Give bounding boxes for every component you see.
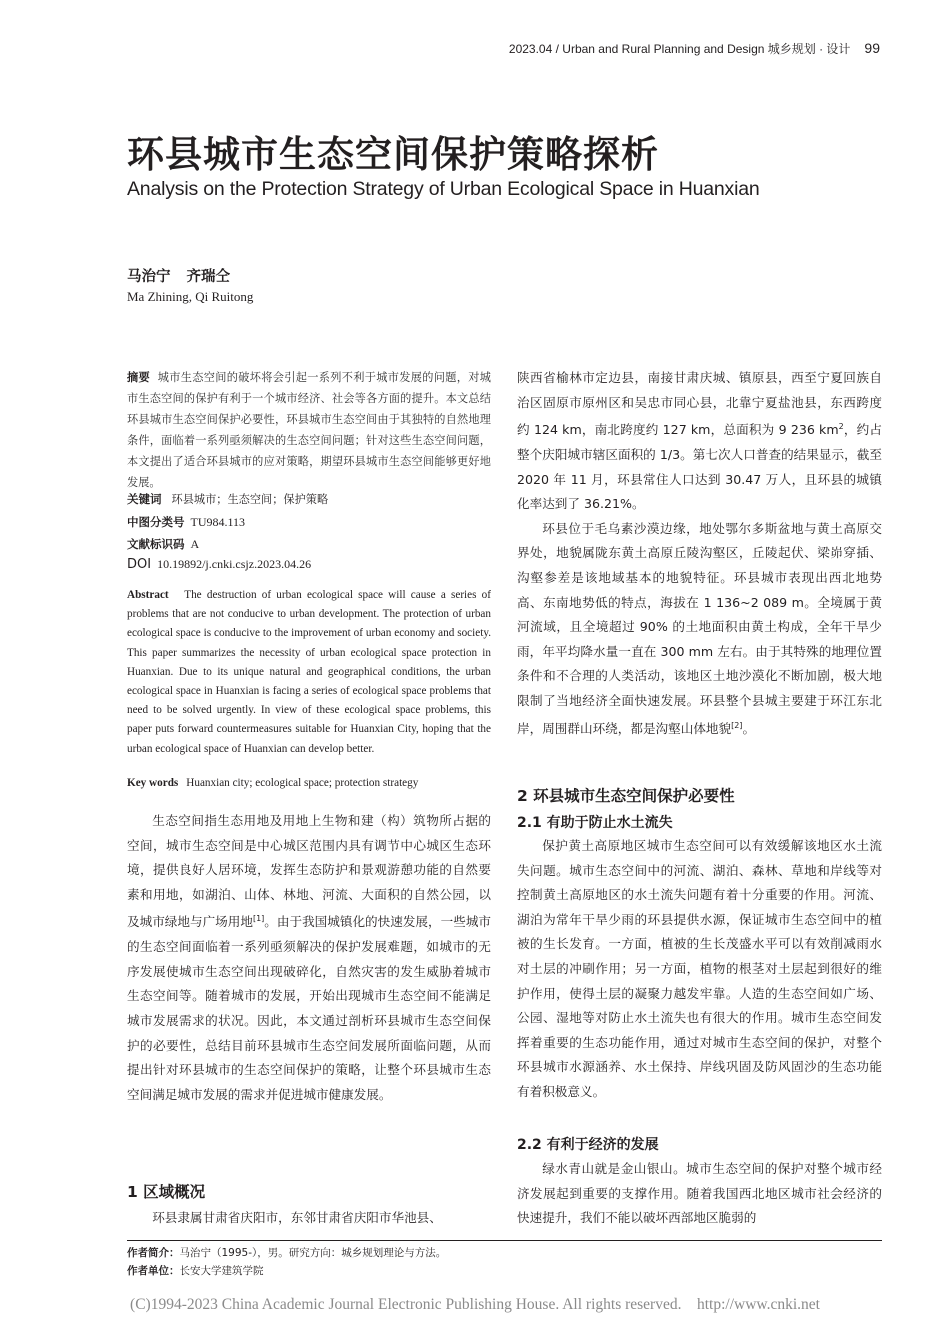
header-text: 2023.04 / Urban and Rural Planning and Design 城乡规划 · 设计 [508, 42, 851, 56]
authors-en: Ma Zhining, Qi Ruitong [127, 289, 254, 304]
page-subtitle-en: Analysis on the Protection Strategy of Urban Ecological Space in Huanxian [127, 178, 760, 200]
section-1-heading: 1 区域概况 [127, 1183, 206, 1201]
author-1: 马治宁 [127, 269, 171, 285]
section-2-2-body: 绿水青山就是金山银山。城市生态空间的保护对整个城市经济发展起到重要的支撑作用。随着我国西北地区城市社会经济的快速提升，我们不能以破坏西部地区脆弱的 [517, 1161, 882, 1226]
page-number: 99 [864, 40, 880, 56]
doi [127, 557, 491, 572]
section-2-heading: 2 环县城市生态空间保护必要性 [517, 787, 735, 805]
clc-value: TU984.113 [190, 515, 246, 529]
clc-number [127, 514, 491, 530]
doi-label: DOI [127, 557, 152, 572]
document-code [127, 536, 491, 552]
section-1-paragraph-start: 环县隶属甘肃省庆阳市，东邻甘肃省庆阳市华池县、 [152, 1210, 442, 1225]
abstract-cn [127, 367, 491, 493]
keywords-en-value: Huanxian city; ecological space; protection strategy [186, 777, 419, 789]
copyright-watermark: (C)1994-2023 China Academic Journal Electronic Publishing House. All rights reserved. http://www.cnki.net [130, 1296, 820, 1313]
section-1-paragraph-2: 环县位于毛乌素沙漠边缘，地处鄂尔多斯盆地与黄土高原交界处，地貌属陇东黄土高原丘陵沟壑区，丘陵起伏、梁峁穿插、沟壑参差是该地域基本的地貌特征。环县城市表现出西北地势高、东南地势低的特点，海拔在 1 136~2 089 m。全境属于黄河流域，且全境超过 90% 的土地面积由黄土构成，全年干旱少雨，年平均降水量一直在 300 mm 左右。由于其特殊的地理位置条件和不合理的人类活动，该地区土地沙漠化不断加剧，极大地限制了当地经济全面快速发展。环县整个县城主要建于环江东北岸，周围群山环绕，都是沟壑山体地貌[2]。 [517, 520, 882, 736]
abstract-en [127, 586, 491, 759]
citation-1: [1] [252, 914, 265, 924]
doc-code-label: 文献标识码 [127, 537, 185, 551]
intro-section [127, 809, 491, 1107]
section-1-paragraph-cont: 陕西省榆林市定边县，南接甘肃庆城、镇原县，西至宁夏回族自治区固原市原州区和吴忠市同心县，北靠宁夏盐池县，东西跨度约 124 km，南北跨度约 127 km，总面积为 9 236 $km^2$，约占整个庆阳城市辖区面积的 1/3。第七次人口普查的结果显示，截至 2020 年 11 月，环县常住人口达到 30.47 万人，且环县的城镇化率达到了 36.21%。 [517, 370, 882, 512]
author-2: 齐瑞仝 [186, 269, 230, 285]
doc-code-value: A [190, 537, 200, 551]
keywords-en [127, 777, 491, 789]
running-header [509, 40, 880, 57]
authors-cn [127, 265, 246, 286]
citation-2: [2] [731, 720, 743, 730]
clc-label: 中图分类号 [127, 515, 185, 529]
page-title: 环县城市生态空间保护策略探析 [127, 133, 659, 176]
section-2-1-body: 保护黄土高原地区城市生态空间可以有效缓解该地区水土流失问题。城市生态空间中的河流、湖泊、森林、草地和岸线等对控制黄土高原地区的水土流失问题有着十分重要的作用。河流、湖泊为常年干旱少雨的环县提供水源，保证城市生态空间中的植被的生长发育。一方面，植被的生长茂盛水平可以有效削减雨水对土层的冲刷作用；另一方面，植物的根茎对土层起到很好的维护作用，使得土层的凝聚力越发牢靠。人造的生态空间如广场、公园、湿地等对防止水土流失也有很大的作用。城市生态空间发挥着重要的生态功能作用，通过对城市生态空间的保护，对整个环县城市水源涵养、水土保持、岸线巩固及防风固沙的生态功能有着积极意义。 [517, 838, 882, 1099]
doi-value: 10.19892/j.cnki.csjz.2023.04.26 [157, 557, 312, 571]
keywords-cn-value: 环县城市；生态空间；保护策略 [171, 493, 329, 506]
section-2-1-heading: 2.1 有助于防止水土流失 [517, 815, 673, 831]
intro-paragraph: 生态空间指生态用地及用地上生物和建（构）筑物所占据的空间，城市生态空间是中心城区范围内具有调节中心城区生态环境，提供良好人居环境，发挥生态防护和景观游憩功能的自然要素和用地，如湖泊、山体、林地、河流、大面积的自然公园，以及城市绿地与广场用地[1]。由于我国城镇化的快速发展，一些城市的生态空间面临着一系列亟须解决的保护发展难题，如城市的无序发展使城市生态空间出现破碎化，自然灾害的发生威胁着城市生态空间等。随着城市的发展，开始出现城市生态空间不能满足城市发展需求的状况。因此，本文通过剖析环县城市生态空间保护的必要性，总结目前环县城市生态空间发展所面临问题，从而提出针对环县城市的生态空间保护的策略，让整个环县城市生态空间满足城市发展的需求并促进城市健康发展。 [127, 813, 492, 1102]
section-2-2-heading: 2.2 有利于经济的发展 [517, 1137, 659, 1153]
abstract-cn-label: 摘要 [127, 371, 151, 384]
keywords-cn-label: 关键词 [127, 492, 162, 506]
abstract-en-text: The destruction of urban ecological space will cause a series of problems that are not conducive to urban development. The protection of urban ecological space is conducive to the improvement of urban economy and society. This paper summarizes the necessity of urban ecological space protection in Huanxian. Due to its unique natural and geographical conditions, the urban ecological space in Huanxian is facing a series of ecological space problems that need to be solved urgently. In view of these ecological space problems, this paper puts forward countermeasures suitable for Huanxian City, hoping that the urban ecological space of Huanxian can develop better. [127, 589, 491, 755]
keywords-cn [127, 491, 491, 507]
keywords-en-label: Key words [127, 777, 179, 789]
section-1-continued [517, 366, 882, 741]
author-affiliation: 作者单位：长安大学建筑学院 [127, 1265, 264, 1277]
footnote-divider [127, 1240, 882, 1241]
abstract-en-label: Abstract [127, 589, 169, 601]
author-intro: 作者简介：马治宁（1995-），男。研究方向：城乡规划理论与方法。 [127, 1247, 447, 1259]
abstract-cn-text: 城市生态空间的破坏将会引起一系列不利于城市发展的问题，对城市生态空间的保护有利于一个城市经济、社会等各方面的提升。本文总结环县城市生态空间保护必要性，环县城市生态空间由于其独特的自然地理条件，面临着一系列亟须解决的生态空间问题；针对这些生态空间问题，本文提出了适合环县城市的应对策略，期望环县城市生态空间能够更好地发展。 [127, 371, 491, 489]
